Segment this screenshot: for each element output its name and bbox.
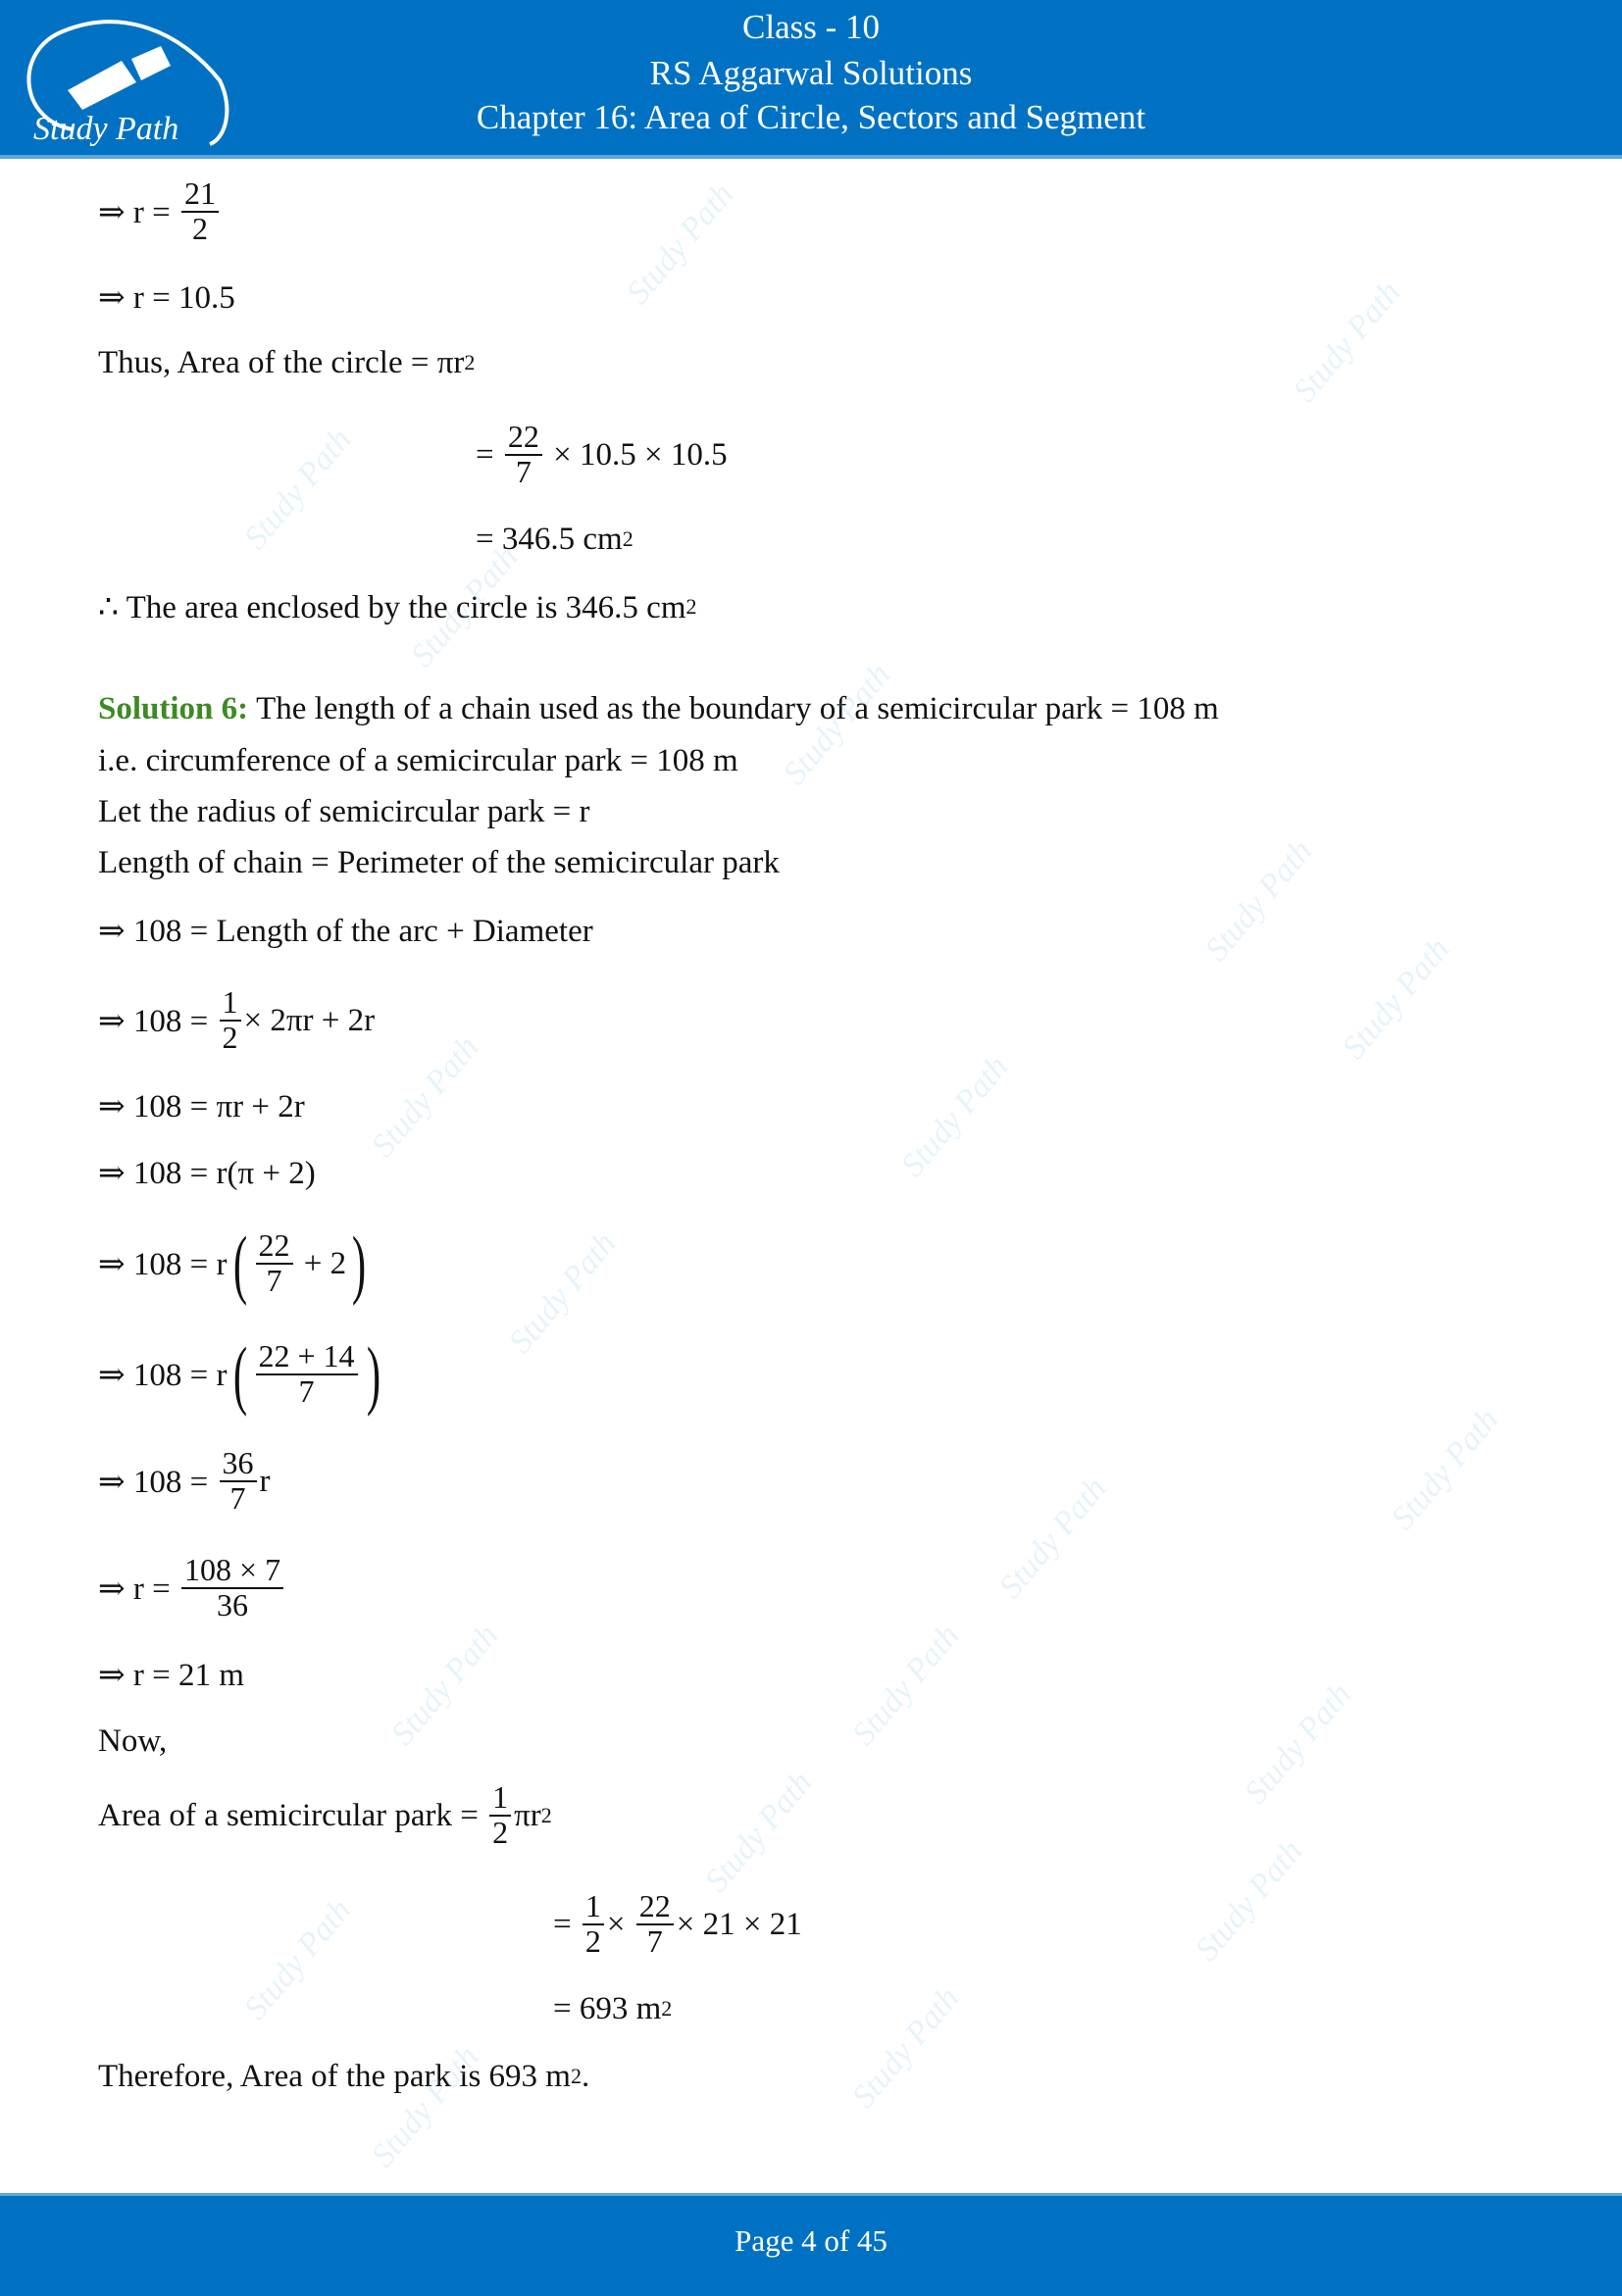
text-run: ⇒ r = xyxy=(98,1572,179,1607)
fraction xyxy=(256,1340,358,1408)
watermark: Study Path xyxy=(1384,1401,1506,1537)
math-line xyxy=(98,1143,316,1202)
watermark: Study Path xyxy=(991,1470,1114,1606)
text-run: = xyxy=(553,1906,580,1942)
math-line: Thus, Area of the circle = πr 2 xyxy=(98,344,476,380)
denominator: 2 xyxy=(192,211,209,246)
parenthesized-group xyxy=(228,1331,386,1417)
numerator: 22 + 14 xyxy=(256,1340,358,1375)
denominator: 7 xyxy=(646,1923,663,1959)
fraction xyxy=(220,1447,257,1515)
watermark: Study Path xyxy=(1197,832,1320,969)
text-run: . xyxy=(581,2058,590,2094)
watermark: Study Path xyxy=(893,1048,1016,1184)
text-run: + 2 xyxy=(295,1245,347,1281)
denominator: 2 xyxy=(492,1815,509,1850)
text-run: ⇒ 108 = r xyxy=(98,1358,228,1393)
math-line xyxy=(98,1712,167,1771)
fraction xyxy=(220,986,241,1054)
watermark: Study Path xyxy=(697,1764,820,1900)
denominator: 2 xyxy=(222,1020,238,1055)
watermark: Study Path xyxy=(844,1979,967,2116)
text-run: i.e. circumference of a semicircular park = 108 m xyxy=(98,742,738,778)
text-run: ⇒ 108 = xyxy=(98,1465,217,1500)
text-run: r xyxy=(259,1463,271,1499)
math-line xyxy=(98,1331,386,1417)
text-run: ⇒ 108 = r(π + 2) xyxy=(98,1156,316,1191)
text-run: Now, xyxy=(98,1722,168,1759)
text-run: Area of a semicircular park = xyxy=(98,1797,487,1833)
math-line xyxy=(98,731,738,790)
fraction xyxy=(181,177,219,245)
math-line xyxy=(98,1076,305,1135)
math-line: = 346.5 cm 2 xyxy=(476,521,634,557)
denominator: 7 xyxy=(266,1263,282,1298)
watermark: Study Path xyxy=(236,1891,359,2027)
text-run: Therefore, Area of the park is 693 m xyxy=(98,2058,571,2094)
watermark: Study Path xyxy=(403,538,526,674)
page-number: Page 4 of 45 xyxy=(735,2223,887,2258)
parenthesized-group xyxy=(228,1221,373,1306)
math-line xyxy=(98,833,780,892)
numerator: 22 xyxy=(505,421,542,456)
text-run: ∴ The area enclosed by the circle is 346.5 cm xyxy=(98,590,686,625)
numerator: 1 xyxy=(489,1781,511,1817)
numerator: 1 xyxy=(220,986,241,1022)
math-line xyxy=(98,1552,286,1622)
math-line xyxy=(98,1221,372,1306)
fraction xyxy=(583,1890,604,1958)
math-line xyxy=(98,175,222,246)
text-run: ⇒ r = 21 m xyxy=(98,1658,244,1693)
right-paren: ) xyxy=(351,1221,367,1306)
text-run: × xyxy=(606,1906,634,1942)
watermark: Study Path xyxy=(383,1617,506,1753)
text-run: Let the radius of semicircular park = r xyxy=(98,793,590,829)
numerator: 21 xyxy=(181,177,219,213)
watermark: Study Path xyxy=(501,1224,624,1361)
watermark: Study Path xyxy=(1237,1675,1359,1812)
left-paren: ( xyxy=(232,1331,247,1417)
fraction xyxy=(505,421,542,488)
text-run: × 2πr + 2r xyxy=(243,1002,376,1038)
numerator: 22 xyxy=(256,1229,293,1265)
math-line: Therefore, Area of the park is 693 m 2 . xyxy=(98,2058,590,2094)
page-header xyxy=(0,0,1622,159)
denominator: 7 xyxy=(515,454,532,489)
math-line xyxy=(98,1645,244,1704)
header-class: Class - 10 xyxy=(742,8,880,46)
text-run: ⇒ 108 = xyxy=(98,1004,217,1039)
svg-text:Study Path: Study Path xyxy=(33,111,179,147)
math-line: Area of a semicircular park = $\frac{1}{2}$ πr 2 xyxy=(98,1779,552,1850)
math-line xyxy=(98,679,1219,738)
solution-label: Solution 6: xyxy=(98,690,249,726)
header-chapter: Chapter 16: Area of Circle, Sectors and Segment xyxy=(476,98,1146,136)
numerator: 108 × 7 xyxy=(181,1554,283,1589)
watermark: Study Path xyxy=(1188,1832,1310,1969)
left-paren: ( xyxy=(232,1221,247,1306)
right-paren: ) xyxy=(366,1331,380,1417)
text-run: Length of chain = Perimeter of the semicircular park xyxy=(98,844,780,880)
header-book: RS Aggarwal Solutions xyxy=(649,54,973,92)
text-run: Thus, Area of the circle = πr xyxy=(98,344,465,380)
denominator: 7 xyxy=(298,1373,315,1409)
text-run: ⇒ 108 = r xyxy=(98,1247,228,1282)
math-line xyxy=(98,782,590,841)
math-line xyxy=(98,901,593,960)
text-run: ⇒ 108 = Length of the arc + Diameter xyxy=(98,914,593,949)
denominator: 2 xyxy=(584,1923,601,1959)
math-line: ∴ The area enclosed by the circle is 346.5 cm 2 xyxy=(98,577,697,636)
math-line xyxy=(553,1888,802,1959)
watermark: Study Path xyxy=(364,2038,486,2174)
fraction xyxy=(256,1229,293,1297)
watermark: Study Path xyxy=(236,421,359,557)
math-line xyxy=(476,419,728,489)
math-line xyxy=(98,1445,271,1516)
denominator: 7 xyxy=(229,1480,246,1516)
watermark: Study Path xyxy=(364,1028,486,1165)
watermark: Study Path xyxy=(776,656,898,792)
text-run: The length of a chain used as the boundary of a semicircular park = 108 m xyxy=(256,690,1219,726)
math-line xyxy=(98,984,376,1055)
fraction xyxy=(181,1554,283,1622)
text-run: = xyxy=(476,436,502,473)
watermark: Study Path xyxy=(1286,274,1408,410)
text-run: ⇒ r = 10.5 xyxy=(98,280,235,316)
denominator: 36 xyxy=(217,1587,249,1622)
numerator: 22 xyxy=(636,1890,674,1925)
fraction xyxy=(489,1781,511,1849)
text-run: × 21 × 21 xyxy=(676,1906,802,1942)
numerator: 36 xyxy=(220,1447,257,1482)
watermark: Study Path xyxy=(1335,930,1457,1067)
text-run: ⇒ r = xyxy=(98,195,179,230)
text-run: × 10.5 × 10.5 xyxy=(544,436,728,473)
watermark: Study Path xyxy=(619,175,741,312)
watermark: Study Path xyxy=(844,1617,967,1753)
math-line: = 693 m 2 xyxy=(553,1990,673,2026)
text-run: ⇒ 108 = πr + 2r xyxy=(98,1089,305,1124)
math-line xyxy=(98,268,235,326)
text-run: = 693 m xyxy=(553,1990,662,2026)
text-run: πr xyxy=(514,1797,541,1833)
text-run: = 346.5 cm xyxy=(476,521,623,557)
page-footer xyxy=(0,2193,1622,2296)
fraction xyxy=(636,1890,674,1958)
numerator: 1 xyxy=(583,1890,604,1925)
